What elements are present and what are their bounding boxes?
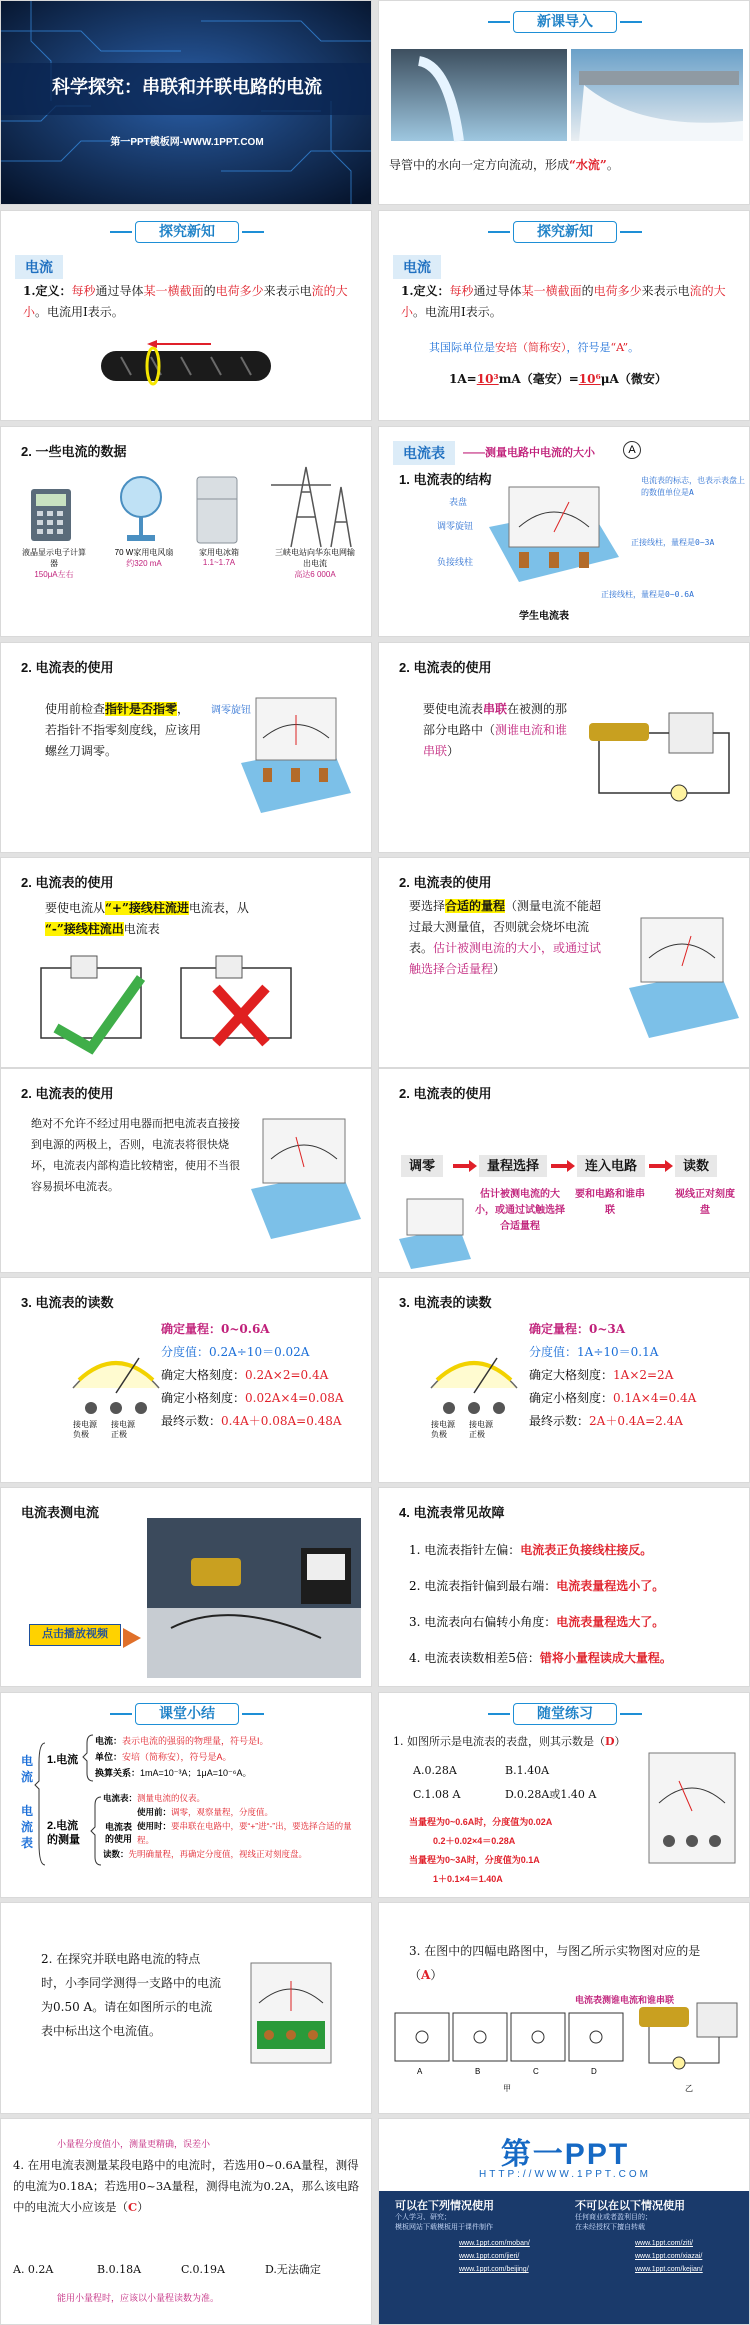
options	[13, 2259, 363, 2280]
slide-19-exercise-2[interactable]	[0, 1902, 372, 2114]
option: C.0.19A	[181, 2263, 225, 2276]
summary-branch-1-items	[95, 1733, 365, 1781]
text-part: 电流表	[123, 922, 160, 936]
text-part: 要选择	[409, 899, 446, 913]
fault-answer: 电流表正负接线柱接反。	[520, 1543, 653, 1557]
text-highlight: 串联	[483, 702, 508, 716]
ammeter-symbol: A	[623, 441, 641, 459]
explanation-line: 1＋0.1×4＝1.40A	[433, 1874, 503, 1884]
slide-8-usage-series[interactable]	[378, 642, 750, 853]
usage-allowed-title: 可以在下列情况使用	[395, 2200, 494, 2212]
fault-item	[409, 1532, 739, 1568]
def-part: 流的大小	[401, 284, 726, 319]
footer-link[interactable]: www.1ppt.com/jieri/	[459, 2253, 520, 2260]
summary-value: 表示电流的强弱的物理量，符号是I。	[122, 1736, 269, 1746]
slide-14-reading-large[interactable]	[378, 1277, 750, 1483]
def-part: 的	[203, 284, 216, 298]
meter-label: 接电源负极	[73, 1420, 97, 1439]
slide-heading: 2. 一些电流的数据	[21, 444, 127, 459]
slide-subtitle: 第一PPT模板网-WWW.1PPT.COM	[110, 137, 264, 148]
step-range: 量程选择	[479, 1155, 547, 1177]
slide-heading: 4. 电流表常见故障	[399, 1505, 505, 1520]
slide-10-usage-range[interactable]	[378, 857, 750, 1068]
reading-final	[529, 1410, 744, 1433]
forbidden-lines	[575, 2213, 652, 2233]
text-part: ）	[447, 744, 460, 758]
definition-text	[401, 281, 741, 323]
section-badge: 探究新知	[135, 221, 239, 243]
step-connect: 连入电路	[577, 1155, 645, 1177]
fault-answer: 错将小量程读成大量程。	[539, 1651, 672, 1665]
question-end: ）	[430, 1968, 443, 1982]
allowed-lines	[395, 2213, 493, 2233]
eq-text: μA（微安）	[600, 372, 667, 386]
summary-key: 使用前：	[137, 1807, 172, 1817]
eq-value: 10⁶	[578, 372, 601, 386]
caption-end: 。	[606, 158, 619, 172]
circuit-board-background	[1, 1, 372, 205]
range-label: 确定量程：	[161, 1322, 222, 1336]
fault-cause: 4. 电流表读数相差5倍：	[409, 1651, 540, 1665]
diagram-label: 乙	[685, 2084, 693, 2093]
step-note: 视线正对刻度盘	[675, 1189, 735, 1216]
text-highlight: “+”接线柱流进	[105, 901, 189, 915]
summary-item	[103, 1805, 367, 1819]
def-part: 来表示电	[641, 284, 690, 298]
def-label: 1.定义：	[23, 284, 72, 298]
summary-item	[103, 1791, 367, 1805]
top-note: 小量程分度值小，测量更精确，误差小	[57, 2140, 211, 2150]
slide-heading: 2. 电流表的使用	[21, 660, 114, 675]
eq-text: mA（毫安）=	[498, 372, 579, 386]
eq-text: 1A=	[449, 372, 477, 386]
question-text: 2. 在探究并联电路电流的特点时，小李同学测得一支路中的电流为0.50 A。请在如图所示的电流表中标出这个电流值。	[41, 1952, 222, 2038]
footer-link[interactable]: www.1ppt.com/kejian/	[635, 2266, 703, 2273]
video-thumbnail	[1, 1488, 372, 1687]
question-answer: C	[128, 2200, 138, 2214]
slide-title: 科学探究：串联和并联电路的电流	[52, 77, 322, 97]
reading-big	[161, 1364, 371, 1387]
final-value: 0.4A＋0.08A=0.48A	[221, 1414, 342, 1428]
link-list	[635, 2237, 703, 2276]
diagram-label: 甲	[503, 2084, 511, 2093]
question-answer: A	[421, 1968, 431, 1982]
question-end: ）	[614, 1735, 626, 1748]
appliance-name: 液晶显示电子计算器	[22, 548, 86, 568]
ammeter-illustration	[379, 427, 750, 637]
reading-division	[161, 1341, 371, 1364]
slide-4-current-unit[interactable]	[378, 210, 750, 421]
eq-value: 10³	[476, 372, 499, 386]
explanation-line: 当量程为0~3A时，分度值为0.1A	[409, 1855, 540, 1865]
summary-branch-2-mid: 电流表的使用	[105, 1822, 133, 1844]
fault-list	[409, 1532, 739, 1676]
diagram-label: B	[475, 2067, 481, 2076]
def-part: 通过导体	[95, 284, 144, 298]
small-label: 确定小格刻度：	[529, 1391, 614, 1405]
summary-branch-1: 1.电流	[47, 1754, 79, 1766]
range-label: 确定量程：	[529, 1322, 590, 1336]
slide-heading: 2. 电流表的使用	[399, 875, 492, 890]
explanation-line: 0.2＋0.02×4＝0.28A	[433, 1836, 516, 1846]
slide-heading: 1. 电流表的结构	[399, 472, 492, 487]
def-part: 通过导体	[473, 284, 522, 298]
slide-caption	[389, 155, 744, 176]
appliance-name: 70 W家用电风扇	[114, 548, 174, 557]
slide-heading: 电流表测电流	[21, 1505, 100, 1520]
conductor-illustration	[1, 211, 372, 421]
def-part: 的	[581, 284, 594, 298]
forbidden-line: 在未经授权下擅自转载	[575, 2224, 645, 2231]
division-label: 分度值：	[529, 1345, 578, 1359]
section-badge: 随堂练习	[513, 1703, 617, 1725]
appliance-illustrations	[1, 427, 372, 637]
slide-21-exercise-4[interactable]	[0, 2118, 372, 2325]
bottom-note: 能用小量程时，应该以小量程读数为准。	[57, 2294, 220, 2304]
summary-key: 使用时：	[137, 1821, 172, 1831]
slide-3-current-definition[interactable]	[0, 210, 372, 421]
def-part: 来表示电	[263, 284, 312, 298]
text-highlight: 合适的量程	[445, 899, 506, 913]
summary-item	[95, 1749, 365, 1765]
ammeter-illustration	[379, 858, 750, 1068]
summary-value: 测量电流的仪表。	[137, 1793, 206, 1803]
caption-text: 导管中的水向一定方向流动，形成	[389, 158, 570, 172]
slide-heading: 2. 电流表的使用	[21, 875, 114, 890]
division-value: 0.2A÷10＝0.02A	[209, 1345, 310, 1359]
reading-small	[161, 1387, 371, 1410]
footer-link[interactable]: www.1ppt.com/ziti/	[635, 2240, 693, 2247]
appliance-value: 150μA左右	[34, 570, 74, 579]
slide-11-usage-warning[interactable]	[0, 1068, 372, 1273]
fault-item	[409, 1568, 739, 1604]
slide-heading: 2. 电流表的使用	[399, 660, 492, 675]
step-note: 估计被测电流的大小，或通过试触选择合适量程	[475, 1189, 565, 1232]
ammeter-illustration	[1, 1069, 372, 1273]
text-part: （测量电流不能超过最大测量值，否则就会烧坏电流表。	[409, 899, 602, 955]
fault-item	[409, 1640, 739, 1676]
def-label: 1.定义：	[401, 284, 450, 298]
reading-small	[529, 1387, 744, 1410]
slide-heading: 2. 电流表的使用	[21, 1086, 114, 1101]
text-highlight: 估计被测电流的大小，或通过试触选择合适量程	[409, 941, 602, 976]
big-value: 0.2A×2=0.4A	[245, 1368, 329, 1382]
label-pos-big: 正接线柱，量程是0~3A	[631, 538, 715, 547]
question-end: ）	[137, 2200, 149, 2214]
fault-answer: 电流表量程选小了。	[556, 1579, 665, 1593]
reading-final	[161, 1410, 371, 1433]
text-highlight: 测谁电流和谁串联	[423, 723, 568, 758]
hint-note: 电流表测谁电流和谁串联	[575, 1995, 675, 2005]
slide-heading: 3. 电流表的读数	[399, 1295, 492, 1310]
small-value: 0.02A×4=0.08A	[245, 1391, 344, 1405]
forbidden-line: 任何商业或者盈利目的；	[575, 2214, 652, 2221]
final-label: 最终示数：	[529, 1414, 590, 1428]
slide-15-video[interactable]	[0, 1487, 372, 1687]
reading-steps	[161, 1318, 371, 1433]
tag-note: ——测量电路中电流的大小	[463, 447, 595, 459]
reading-division	[529, 1341, 744, 1364]
final-value: 2A＋0.4A=2.4A	[589, 1414, 683, 1428]
slide-22-credits[interactable]	[378, 2118, 750, 2325]
reading-steps	[529, 1318, 744, 1433]
question-answer: D	[605, 1735, 615, 1748]
label-adjust: 调零旋钮	[437, 521, 474, 531]
ammeter-illustration	[379, 1693, 750, 1898]
unit-name: 安培（简称安）	[495, 341, 567, 354]
summary-value: 安培（简称安），符号是A。	[122, 1752, 232, 1762]
text-part: 在被测的那部分电路中（	[423, 702, 568, 737]
summary-key: 电流表：	[103, 1793, 138, 1803]
def-part: 。电流用I表示。	[413, 305, 502, 319]
appliance-item	[19, 547, 89, 580]
option: D.无法确定	[265, 2263, 321, 2276]
section-badge: 课堂小结	[135, 1703, 239, 1725]
text-part: 电流表，从	[188, 901, 249, 915]
terminal-circuit-illustrations	[1, 858, 372, 1068]
slide-9-usage-terminals[interactable]	[0, 857, 372, 1068]
option: A. 0.2A	[13, 2263, 54, 2276]
play-arrow-icon	[123, 1628, 141, 1648]
option: D.0.28A或1.40 A	[505, 1788, 597, 1801]
meter-label: 接电源负极	[431, 1420, 455, 1439]
summary-branch-2: 2.电流的测量	[47, 1820, 80, 1846]
diagram-label: D	[591, 2067, 597, 2076]
slide-5-current-data[interactable]	[0, 426, 372, 637]
appliance-item	[273, 547, 357, 580]
topic-tag: 电流	[15, 255, 63, 279]
step-arrows	[379, 1069, 750, 1273]
summary-key: 电流：	[95, 1736, 123, 1746]
summary-value: 调零，观察量程，分度值。	[171, 1807, 274, 1817]
footer-link[interactable]: www.1ppt.com/xiazai/	[635, 2253, 703, 2260]
def-part: 每秒	[71, 284, 96, 298]
usage-forbidden-title: 不可以在以下情况使用	[575, 2200, 685, 2212]
option: A.0.28A	[413, 1764, 457, 1777]
summary-item	[103, 1847, 367, 1861]
label-note: 电流表的标志，也表示表盘上的数值单位是A	[641, 476, 745, 497]
slide-text: 绝对不允许不经过用电器而把电流表直接接到电源的两极上，否则，电流表将很快烧坏，电流表内部构造比较精密，使用不当很容易损坏电流表。	[31, 1117, 240, 1193]
slide-13-reading-small[interactable]	[0, 1277, 372, 1483]
section-badge: 新课导入	[513, 11, 617, 33]
def-part: 电荷多少	[593, 284, 642, 298]
slide-16-faults[interactable]	[378, 1487, 750, 1687]
allowed-line: 模板网站下载模板用于课件制作	[395, 2224, 493, 2231]
step-note: 要和电路和谁串联	[575, 1189, 645, 1216]
step-zero: 调零	[401, 1155, 443, 1177]
text-part: ）	[493, 962, 506, 976]
summary-branch-2-items	[103, 1791, 367, 1861]
meter-label: 接电源正极	[111, 1420, 135, 1439]
final-label: 最终示数：	[161, 1414, 222, 1428]
slide-6-ammeter-structure[interactable]	[378, 426, 750, 637]
slide-1-title[interactable]	[0, 0, 372, 205]
section-badge: 探究新知	[513, 221, 617, 243]
division-value: 1A÷10＝0.1A	[577, 1345, 659, 1359]
unit-text: ，符号是	[566, 341, 611, 354]
reading-range	[161, 1318, 371, 1341]
step-read: 读数	[675, 1155, 717, 1177]
appliance-name: 家用电冰箱	[199, 548, 239, 557]
text-part: 要使电流从	[45, 901, 106, 915]
fault-cause: 3. 电流表向右偏转小角度：	[409, 1615, 557, 1629]
label-pos-small: 正接线柱，量程是0~0.6A	[601, 590, 694, 599]
def-part: 某一横截面	[143, 284, 204, 298]
unit-equation	[449, 369, 667, 390]
big-value: 1A×2=2A	[613, 1368, 674, 1382]
footer-link[interactable]: www.1ppt.com/beijing/	[459, 2266, 529, 2273]
fault-cause: 2. 电流表指针偏到最右端：	[409, 1579, 557, 1593]
def-part: 某一横截面	[521, 284, 582, 298]
brand-logo: 第一PPT	[500, 2138, 630, 2171]
summary-key: 单位：	[95, 1752, 123, 1762]
fault-answer: 电流表量程选大了。	[556, 1615, 665, 1629]
caption-highlight: “水流”	[569, 158, 607, 172]
appliance-item	[187, 547, 251, 567]
small-label: 确定小格刻度：	[161, 1391, 246, 1405]
ammeter-illustration	[1, 643, 372, 853]
text-part: 使用前检查	[45, 702, 106, 716]
question-stem: 4. 在用电流表测量某段电路中的电流时，若选用0~0.6A量程，测得的电流为0.18A；若选用0~3A量程，测得电流为0.2A，那么该电路中的电流大小应该是（	[13, 2158, 360, 2214]
diagram-label: A	[417, 2067, 423, 2076]
ammeter-illustration	[1, 1903, 372, 2114]
question-stem: 3. 在图中的四幅电路图中，与图乙所示实物图对应的是（	[409, 1944, 701, 1982]
big-label: 确定大格刻度：	[529, 1368, 614, 1382]
division-label: 分度值：	[161, 1345, 210, 1359]
side-label: 调零旋钮	[211, 705, 251, 716]
small-value: 0.1A×4=0.4A	[613, 1391, 697, 1405]
slide-18-exercise-1[interactable]	[378, 1692, 750, 1898]
topic-tag: 电流	[393, 255, 441, 279]
label-dial: 表盘	[449, 497, 468, 507]
label-caption: 学生电流表	[519, 611, 569, 622]
summary-key: 换算关系：	[95, 1768, 141, 1778]
link-list	[459, 2237, 530, 2276]
fault-cause: 1. 电流表指针左偏：	[409, 1543, 521, 1557]
def-part: 每秒	[449, 284, 474, 298]
option: B.0.18A	[97, 2263, 142, 2276]
text-highlight: “-”接线柱流出	[45, 922, 124, 936]
play-video-button[interactable]: 点击播放视频	[29, 1624, 121, 1646]
def-part: 流的大小	[23, 284, 348, 319]
brand-url: HTTP://WWW.1PPT.COM	[479, 2169, 651, 2180]
big-label: 确定大格刻度：	[161, 1368, 246, 1382]
def-part: 。电流用I表示。	[35, 305, 124, 319]
fault-item	[409, 1604, 739, 1640]
range-value: 0~3A	[589, 1322, 626, 1336]
summary-value: 1mA=10⁻³A；1μA=10⁻⁶A。	[140, 1768, 252, 1778]
appliance-item	[109, 547, 179, 569]
text-part: 要使电流表	[423, 702, 484, 716]
slide-heading: 2. 电流表的使用	[399, 1086, 492, 1101]
series-circuit-illustration	[379, 643, 750, 853]
def-part: 电荷多少	[215, 284, 264, 298]
explanation-line: 当量程为0~0.6A时，分度值为0.02A	[409, 1817, 553, 1827]
option: B.1.40A	[505, 1764, 550, 1777]
unit-text: 其国际单位是	[429, 341, 495, 354]
option: C.1.08 A	[413, 1788, 461, 1801]
slide-17-summary[interactable]	[0, 1692, 372, 1898]
unit-symbol: “A”	[610, 341, 629, 354]
circuit-diagrams	[379, 1903, 750, 2114]
summary-item	[95, 1733, 365, 1749]
appliance-value: 1.1~1.7A	[202, 558, 236, 567]
text-part: ，若指针不指零刻度线，应该用螺丝刀调零。	[45, 702, 202, 758]
unit-text: 。	[628, 341, 640, 354]
question-stem: 1. 如图所示是电流表的表盘，则其示数是（	[393, 1735, 605, 1748]
footer-link[interactable]: www.1ppt.com/moban/	[459, 2240, 530, 2247]
summary-root-2: 电流表	[21, 1804, 34, 1850]
slide-2-intro[interactable]	[378, 0, 750, 205]
range-value: 0~0.6A	[221, 1322, 270, 1336]
summary-value: 要串联在电路中，要“+”进“-”出，要选择合适的量程。	[137, 1821, 352, 1845]
diagram-label: C	[533, 2067, 539, 2076]
slide-7-usage-zero[interactable]	[0, 642, 372, 853]
reading-range	[529, 1318, 744, 1341]
meter-label: 接电源正极	[469, 1420, 493, 1439]
allowed-line: 个人学习、研究；	[395, 2214, 451, 2221]
question-text	[13, 2155, 363, 2218]
topic-tag: 电流表	[393, 441, 455, 465]
label-neg: 负接线柱	[437, 557, 474, 567]
reading-big	[529, 1364, 744, 1387]
appliance-value: 高达6 000A	[294, 570, 336, 579]
slide-12-usage-steps[interactable]	[378, 1068, 750, 1273]
text-highlight: 指针是否指零	[105, 702, 178, 716]
summary-item	[103, 1819, 367, 1847]
slide-20-exercise-3[interactable]	[378, 1902, 750, 2114]
summary-item	[95, 1765, 365, 1781]
summary-key: 读数：	[103, 1849, 129, 1859]
appliance-value: 约320 mA	[126, 559, 162, 568]
unit-line	[429, 337, 639, 358]
slide-heading: 3. 电流表的读数	[21, 1295, 114, 1310]
summary-value: 先明确量程，再确定分度值，视线正对刻度盘。	[128, 1849, 308, 1859]
appliance-name: 三峡电站向华东电网输出电流	[275, 548, 355, 568]
summary-root: 电流	[21, 1754, 34, 1784]
